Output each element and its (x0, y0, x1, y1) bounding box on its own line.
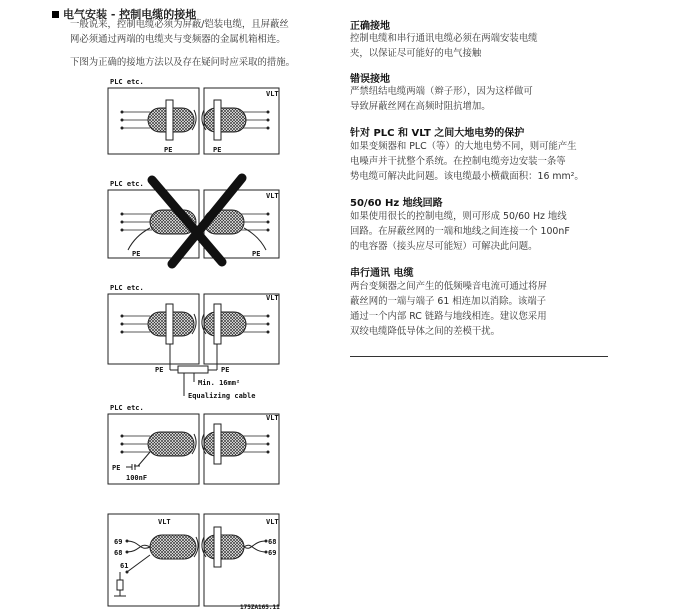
section-title-text: 电气安装 - 控制电缆的接地 (63, 8, 197, 21)
serial-cable-line-2: 蔽丝网的一端与端子 61 相连加以消除。该端子 (350, 296, 547, 307)
rc-link-symbol (117, 580, 123, 590)
diagram-capacitor-ground (108, 404, 279, 484)
serial-cable-line-1: 两台变频器之间产生的低频噪音电流可通过将屏 (350, 281, 547, 292)
intro-line-2: 网必须通过两端的电缆夹与变频器的金属机箱相连。 (70, 34, 286, 45)
heading-earth-potential: 针对 PLC 和 VLT 之间大地电势的保护 (350, 128, 525, 139)
intro-line-1: 一般说来，控制电缆必须为屏蔽/铠装电缆，且屏蔽丝 (70, 19, 289, 30)
pe-label-left: PE (132, 250, 141, 258)
vlt-label-left: VLT (158, 518, 171, 526)
ground-loop-line-3: 的电容器（接头应尽可能短）可解决此问题。 (350, 241, 538, 252)
terminal-68-left: 68 (114, 549, 123, 557)
serial-cable-line-4: 双绞电缆降低导体之间的差模干扰。 (350, 326, 501, 337)
ground-loop-line-1: 如果使用很长的控制电缆，则可形成 50/60 Hz 地线 (350, 211, 567, 222)
wrong-grounding-line-1: 严禁纽结电缆两端（辫子形），因为这样做可 (350, 86, 533, 97)
heading-correct-grounding: 正确接地 (350, 21, 390, 32)
earth-potential-line-3: 势电缆可解决此问题。该电缆最小横截面积：16 mm²。 (350, 171, 584, 182)
wrong-grounding-line-2: 导致屏蔽丝网在高频时阻抗增加。 (350, 101, 491, 112)
diagram-serial-communication (108, 514, 280, 610)
terminal-68-right: 68 (268, 538, 277, 546)
correct-grounding-line-1: 控制电缆和串行通讯电缆必须在两端安装电缆 (350, 33, 538, 44)
terminal-69-left: 69 (114, 538, 123, 546)
correct-grounding-line-2: 夹，以保证尽可能好的电气接触 (350, 48, 482, 59)
pe-label-left: PE (155, 366, 164, 374)
equalizing-cable-label: Equalizing cable (188, 392, 256, 400)
heading-ground-loop: 50/60 Hz 地线回路 (350, 198, 443, 209)
vlt-label-right: VLT (266, 518, 279, 526)
diagram-correct-grounding (108, 78, 279, 154)
pe-label-left: PE (164, 146, 173, 154)
vlt-label: VLT (266, 90, 279, 98)
serial-cable-line-3: 通过一个内部 RC 链路与地线相连。建议您采用 (350, 311, 547, 322)
vlt-label: VLT (266, 294, 279, 302)
vlt-label: VLT (266, 192, 279, 200)
terminal-69-right: 69 (268, 549, 277, 557)
diagram-wrong-grounding (108, 178, 279, 264)
heading-serial-cable: 串行通讯 电缆 (350, 268, 414, 279)
terminal-61-label: 61 (120, 562, 129, 570)
pe-label-right: PE (221, 366, 230, 374)
pe-label-right: PE (213, 146, 222, 154)
vlt-label: VLT (266, 414, 279, 422)
pe-label-right: PE (252, 250, 261, 258)
ground-loop-line-2: 回路。在屏蔽丝网的一端和地线之间连接一个 100nF (350, 226, 570, 237)
figure-code: 175ZA165.11 (240, 604, 280, 610)
heading-wrong-grounding: 错误接地 (350, 74, 390, 85)
plc-label: PLC etc. (110, 78, 144, 86)
earth-potential-line-1: 如果变频器和 PLC（等）的大地电势不同，则可能产生 (350, 141, 577, 152)
diagram-equalizing-cable (108, 284, 279, 400)
earth-potential-line-2: 电噪声并干扰整个系统。在控制电缆旁边安装一条等 (350, 156, 566, 167)
capacitor-label: 100nF (126, 474, 148, 482)
intro-line-3: 下图为正确的接地方法以及存在疑问时应采取的措施。 (70, 57, 296, 68)
equalizing-cable (178, 366, 208, 373)
min-cross-section-label: Min. 16mm² (198, 379, 241, 387)
pe-label-left: PE (112, 464, 121, 472)
plc-label: PLC etc. (110, 404, 144, 412)
cable-shield-right (204, 108, 246, 132)
plc-label: PLC etc. (110, 284, 144, 292)
plc-label: PLC etc. (110, 180, 144, 188)
